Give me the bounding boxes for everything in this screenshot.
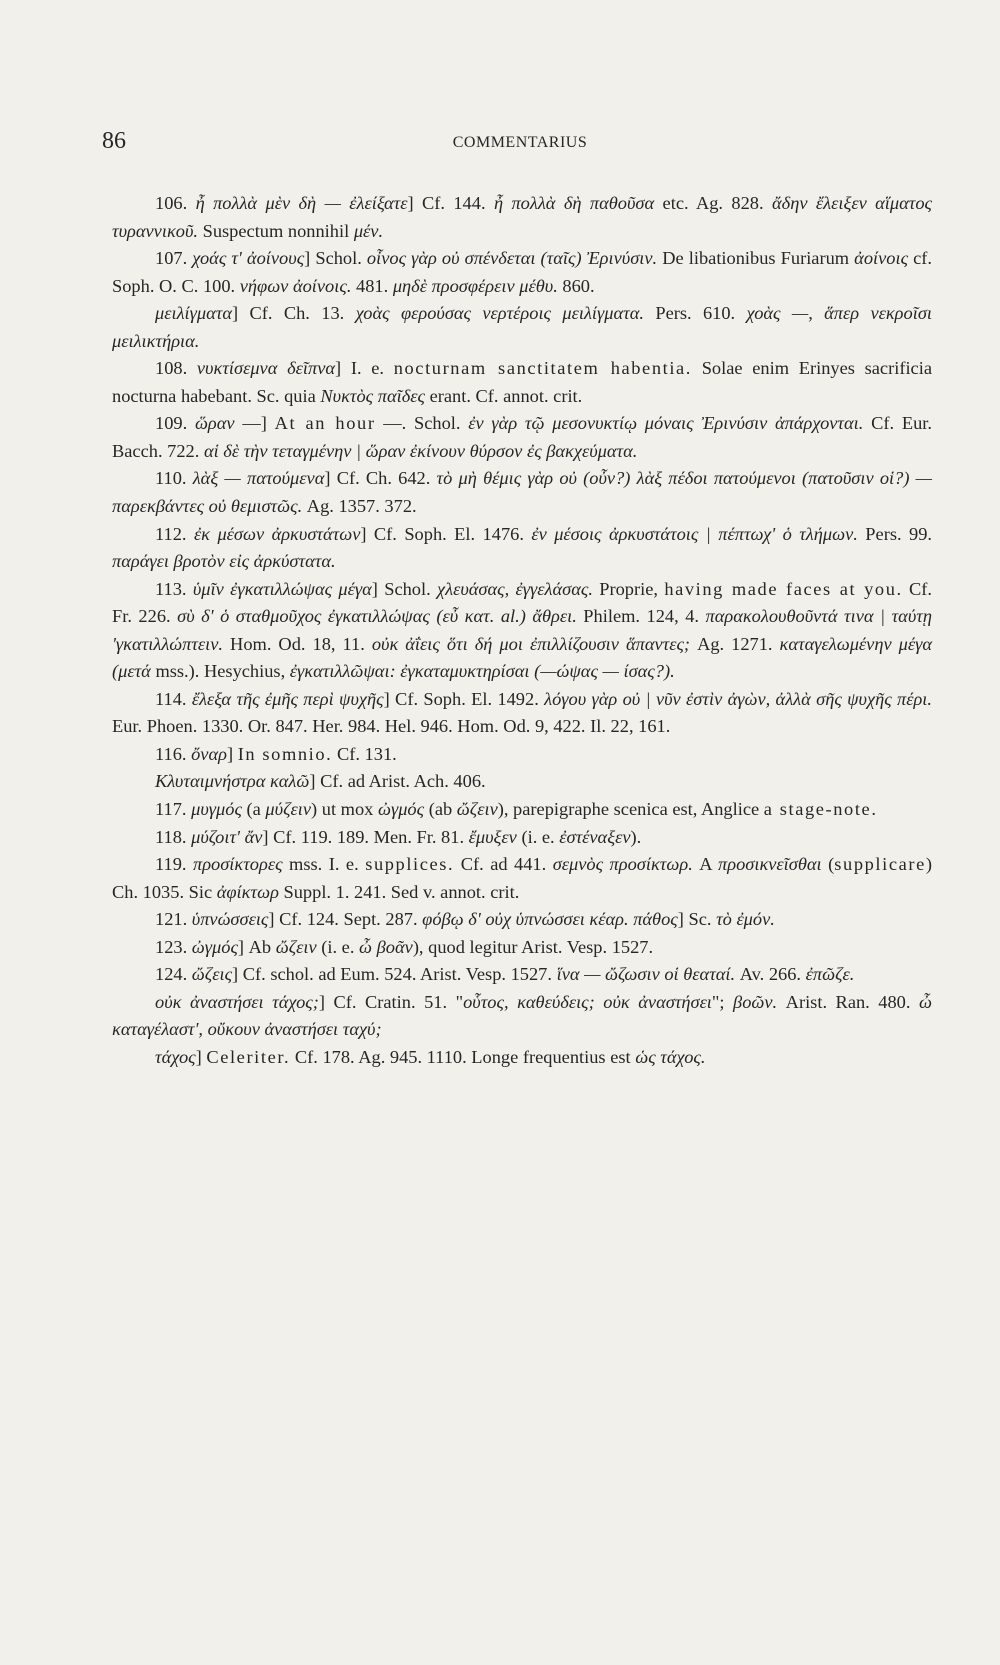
- commentary-text: De libationibus Furiarum: [657, 248, 855, 269]
- commentary-entry: [112, 355, 932, 410]
- commentary-text: Cf. Fr. 226.: [112, 578, 933, 627]
- commentary-entry: [112, 521, 932, 576]
- commentary-text: ] Cf. Soph. El. 1492.: [383, 688, 545, 709]
- commentary-text: 123.: [155, 936, 192, 957]
- commentary-text: (a: [241, 799, 266, 820]
- commentary-entry: [112, 851, 932, 906]
- commentary-text: ] Cf. Ch. 642.: [324, 468, 437, 489]
- greek-quotation: ἀοίνοις: [854, 248, 909, 269]
- greek-quotation: ὑμῖν ἐγκατιλλώψας μέγα: [192, 578, 372, 599]
- greek-quotation: ἔλεξα τῆς ἐμῆς περὶ ψυχῆς: [191, 688, 384, 709]
- greek-quotation: λόγου γὰρ οὐ | νῦν ἐστὶν ἀγὼν, ἀλλὰ σῆς ψυχῆς πέρι.: [544, 688, 932, 709]
- commentary-text: Ag. 1271.: [690, 633, 780, 654]
- commentary-entry: [112, 245, 932, 300]
- spaced-gloss: Celeriter.: [206, 1046, 291, 1067]
- greek-quotation: ἐν μέσοις ἀρκυστάτοις | πέπτωχ' ὁ τλήμων.: [531, 523, 858, 544]
- commentary-text: 108.: [155, 358, 197, 379]
- greek-quotation: μειλίγματα: [155, 303, 233, 324]
- commentary-text: 860.: [557, 275, 595, 296]
- greek-quotation: χλευάσας, ἐγγελάσας.: [437, 578, 593, 599]
- greek-quotation: τὸ ἐμόν.: [716, 909, 775, 930]
- commentary-text: ] Ab: [237, 936, 276, 957]
- greek-quotation: βοῶν.: [733, 991, 778, 1012]
- greek-quotation: σὺ δ' ὁ σταθμοῦχος ἐγκατιλλώψας (εὖ κατ. al.) ἄθρει.: [177, 606, 577, 627]
- commentary-text: erant. Cf. annot. crit.: [424, 385, 583, 406]
- greek-quotation: ἔμυξεν: [468, 826, 517, 847]
- greek-quotation: παρακολουθοῦντά τινα | ταύτῃ 'γκατιλλώπτειν.: [112, 606, 932, 654]
- greek-quotation: ὤζειν: [275, 936, 317, 957]
- commentary-text: 121.: [155, 909, 192, 930]
- commentary-entry: [112, 465, 932, 520]
- spaced-gloss: a stage-note.: [763, 799, 878, 820]
- commentary-text: ) Ch. 1035. Sic: [112, 854, 932, 902]
- spaced-gloss: supplices.: [365, 854, 455, 875]
- commentary-text: Proprie,: [592, 578, 665, 599]
- running-head: COMMENTARIUS: [452, 134, 588, 151]
- greek-quotation: ὦ βοᾶν: [359, 936, 413, 957]
- spaced-gloss: supplicare: [834, 854, 926, 875]
- commentary-text: ]: [226, 743, 238, 764]
- greek-quotation: μύζειν: [265, 799, 312, 820]
- greek-quotation: ὥραν: [194, 413, 235, 434]
- commentary-entry: [112, 741, 932, 769]
- greek-quotation: προσίκτορες: [192, 854, 283, 875]
- commentary-entry: [112, 300, 932, 355]
- commentary-entry: [112, 190, 932, 245]
- greek-quotation: σεμνὸς προσίκτωρ.: [552, 854, 693, 875]
- commentary-text: A: [692, 854, 719, 875]
- greek-quotation: ὤζεις: [191, 964, 233, 985]
- commentary-text: ).: [630, 826, 642, 847]
- greek-quotation: ἐκ μέσων ἀρκυστάτων: [193, 523, 361, 544]
- greek-quotation: νήφων ἀοίνοις.: [239, 275, 352, 296]
- commentary-text: Arist. Ran. 480.: [777, 991, 919, 1012]
- commentary-text: ), quod legitur Arist. Vesp. 1527.: [412, 936, 654, 957]
- commentary-text: 112.: [155, 523, 194, 544]
- greek-quotation: ὤζειν: [456, 799, 498, 820]
- greek-quotation: ἐν γὰρ τῷ μεσονυκτίῳ μόναις Ἐρινύσιν ἀπάρχονται.: [468, 413, 864, 434]
- greek-quotation: πάθος: [633, 909, 678, 930]
- commentary-text: Philem. 124, 4.: [576, 606, 706, 627]
- commentary-text: ] Cf. schol. ad Eum. 524. Arist. Vesp. 1527.: [232, 964, 557, 985]
- commentary-text: Cf. ad 441.: [454, 854, 553, 875]
- commentary-text: ] Cf. 144.: [407, 193, 494, 213]
- commentary-entry: [112, 961, 932, 989]
- commentary-text: Pers. 99.: [857, 523, 932, 544]
- commentary-text: ), parepigraphe scenica est, Anglice: [497, 799, 764, 820]
- commentary-text: ] Cf. ad Arist. Ach. 406.: [309, 771, 486, 792]
- commentary-text: —]: [234, 413, 275, 434]
- commentary-text: (i. e.: [516, 826, 560, 847]
- commentary-text: ]: [195, 1046, 207, 1067]
- greek-quotation: ἄδην ἔλειξεν αἵματος τυραννικοῦ.: [112, 193, 933, 241]
- greek-quotation: καταγελωμένην μέγα (μετά: [112, 633, 932, 682]
- commentary-text: 119.: [155, 854, 193, 875]
- greek-quotation: νυκτίσεμνα δεῖπνα: [196, 358, 336, 379]
- greek-quotation: οὐκ ἀναστήσει τάχος;: [155, 991, 319, 1012]
- commentary-text: Cf. 131.: [332, 743, 397, 764]
- commentary-entry: [112, 824, 932, 852]
- commentary-text: (i. e.: [316, 936, 360, 957]
- commentary-text: 117.: [155, 799, 192, 820]
- greek-quotation: μηδὲ προσφέρειν μέθυ.: [392, 275, 558, 296]
- spaced-gloss: having made faces at you.: [664, 578, 903, 599]
- greek-quotation: χοὰς φερούσας νερτέροις μειλίγματα.: [355, 303, 644, 324]
- commentary-text: etc. Ag. 828.: [654, 193, 772, 213]
- commentary-text: ] Cf. 119. 189. Men. Fr. 81.: [262, 826, 469, 847]
- commentary-text: Pers. 610.: [644, 303, 747, 324]
- greek-quotation: ὦ καταγέλαστ', οὔκουν ἀναστήσει ταχύ;: [112, 991, 932, 1040]
- greek-quotation: χοὰς —, ἅπερ νεκροῖσι μειλικτήρια.: [112, 303, 932, 351]
- greek-quotation: τὸ μὴ θέμις γὰρ οὐ (οὖν?) λὰξ πέδοι πατούμενοι (πατοῦσιν οἱ?) — παρεκβάντες οὐ θεμιστῶς.: [112, 468, 933, 517]
- spaced-gloss: In somnio.: [237, 743, 333, 764]
- page-number: 86: [102, 128, 126, 154]
- commentary-text: Cf. 178. Ag. 945. 1110. Longe frequentius est: [290, 1046, 636, 1067]
- commentary-text: Solae enim Erinyes sacrificia nocturna habebant. Sc. quia: [112, 358, 932, 406]
- commentary-entry: [112, 686, 932, 741]
- commentary-entry: [112, 410, 932, 465]
- commentary-text: 114.: [155, 688, 192, 709]
- commentary-body: [112, 190, 932, 1072]
- greek-quotation: φόβῳ δ' οὐχ ὑπνώσσει κέαρ.: [422, 909, 629, 930]
- commentary-text: ] Cf. 124. Sept. 287.: [268, 909, 423, 930]
- greek-quotation: μύζοιτ' ἄν: [191, 826, 263, 847]
- commentary-text: Hom. Od. 18, 11.: [223, 633, 372, 654]
- commentary-text: 113.: [155, 578, 193, 599]
- greek-quotation: οὗτος, καθεύδεις; οὐκ ἀναστήσει: [463, 991, 712, 1012]
- commentary-text: ] Schol.: [304, 248, 367, 269]
- commentary-text: mss.). Hesychius,: [150, 661, 290, 682]
- commentary-text: ";: [711, 991, 734, 1012]
- page-header: [100, 128, 940, 158]
- commentary-text: 481.: [351, 275, 393, 296]
- greek-quotation: μυγμός: [191, 799, 242, 820]
- commentary-entry: [112, 768, 932, 796]
- greek-quotation: χοάς τ' ἀοίνους: [192, 248, 305, 269]
- commentary-text: ) ut mox: [311, 799, 378, 820]
- commentary-text: Cf. Eur. Bacch. 722.: [112, 413, 932, 461]
- spaced-gloss: nocturnam sanctitatem habentia.: [393, 358, 692, 379]
- greek-quotation: μέν.: [353, 220, 384, 241]
- commentary-text: 124.: [155, 964, 192, 985]
- greek-quotation: προσικνεῖσθαι: [718, 854, 822, 875]
- commentary-entry: [112, 989, 932, 1044]
- commentary-text: ] Cf. Cratin. 51. ": [318, 991, 464, 1012]
- greek-quotation: παράγει βροτὸν εἰς ἀρκύστατα.: [112, 551, 336, 572]
- greek-quotation: ὠγμός: [191, 936, 238, 957]
- commentary-entry: [112, 934, 932, 962]
- commentary-entry: [112, 906, 932, 934]
- commentary-entry: [112, 576, 932, 686]
- greek-quotation: ἦ πολλὰ δὴ παθοῦσα: [493, 193, 655, 213]
- spaced-gloss: At an hour: [274, 413, 376, 434]
- commentary-text: 110.: [155, 468, 193, 489]
- commentary-text: cf. Soph. O. C. 100.: [112, 248, 933, 296]
- commentary-entry: [112, 1044, 932, 1072]
- commentary-text: ] Schol.: [371, 578, 438, 599]
- commentary-text: —. Schol.: [375, 413, 469, 434]
- commentary-text: 118.: [155, 826, 192, 847]
- greek-quotation: ἦ πολλὰ μὲν δὴ — ἐλείξατε: [195, 193, 408, 213]
- commentary-text: 106.: [155, 193, 196, 213]
- greek-quotation: αἱ δὲ τὴν τεταγμένην | ὥραν ἐκίνουν θύρσον ἐς βακχεύματα.: [203, 440, 638, 461]
- commentary-text: Eur. Phoen. 1330. Or. 847. Her. 984. Hel. 946. Hom. Od. 9, 422. Il. 22, 161.: [112, 716, 671, 737]
- commentary-text: 109.: [155, 413, 195, 434]
- commentary-text: ] Sc.: [677, 909, 717, 930]
- commentary-text: mss. I. e.: [282, 854, 366, 875]
- greek-quotation: ὠγμός: [377, 799, 425, 820]
- commentary-text: ] I. e.: [335, 358, 394, 379]
- greek-quotation: ἀφίκτωρ: [216, 881, 279, 902]
- commentary-text: Ag. 1357. 372.: [302, 496, 417, 517]
- commentary-text: Suspectum nonnihil: [198, 220, 354, 241]
- greek-quotation: ἐστέναξεν: [559, 826, 631, 847]
- commentary-text: Av. 266.: [735, 964, 806, 985]
- commentary-text: 116.: [155, 743, 192, 764]
- greek-quotation: ἐπῶζε.: [805, 964, 855, 985]
- commentary-text: ] Cf. Soph. El. 1476.: [360, 523, 532, 544]
- greek-quotation: ὡς τάχος.: [635, 1046, 706, 1067]
- greek-quotation: ὑπνώσσεις: [191, 909, 269, 930]
- greek-quotation: Νυκτὸς παῖδες: [320, 385, 425, 406]
- greek-quotation: Κλυταιμνήστρα καλῶ: [155, 771, 310, 792]
- greek-quotation: ὄναρ: [191, 743, 227, 764]
- greek-quotation: ἐγκατιλλῶψαι: ἐγκαταμυκτηρίσαι (—ώψας — ίσας?).: [289, 661, 675, 682]
- commentary-text: (ab: [424, 799, 457, 820]
- greek-quotation: οὐκ ἀΐεις ὅτι δή μοι ἐπιλλίζουσιν ἅπαντες;: [371, 633, 691, 654]
- commentary-text: 107.: [155, 248, 193, 269]
- greek-quotation: ἵνα — ὤζωσιν οἱ θεαταί.: [556, 964, 736, 985]
- greek-quotation: λὰξ — πατούμενα: [192, 468, 325, 489]
- greek-quotation: τάχος: [155, 1046, 196, 1067]
- greek-quotation: οἶνος γὰρ οὐ σπένδεται (ταῖς) Ἐρινύσιν.: [366, 248, 658, 269]
- commentary-text: Suppl. 1. 241. Sed v. annot. crit.: [278, 881, 520, 902]
- commentary-text: ] Cf. Ch. 13.: [232, 303, 356, 324]
- commentary-entry: [112, 796, 932, 824]
- commentary-text: (: [821, 854, 835, 875]
